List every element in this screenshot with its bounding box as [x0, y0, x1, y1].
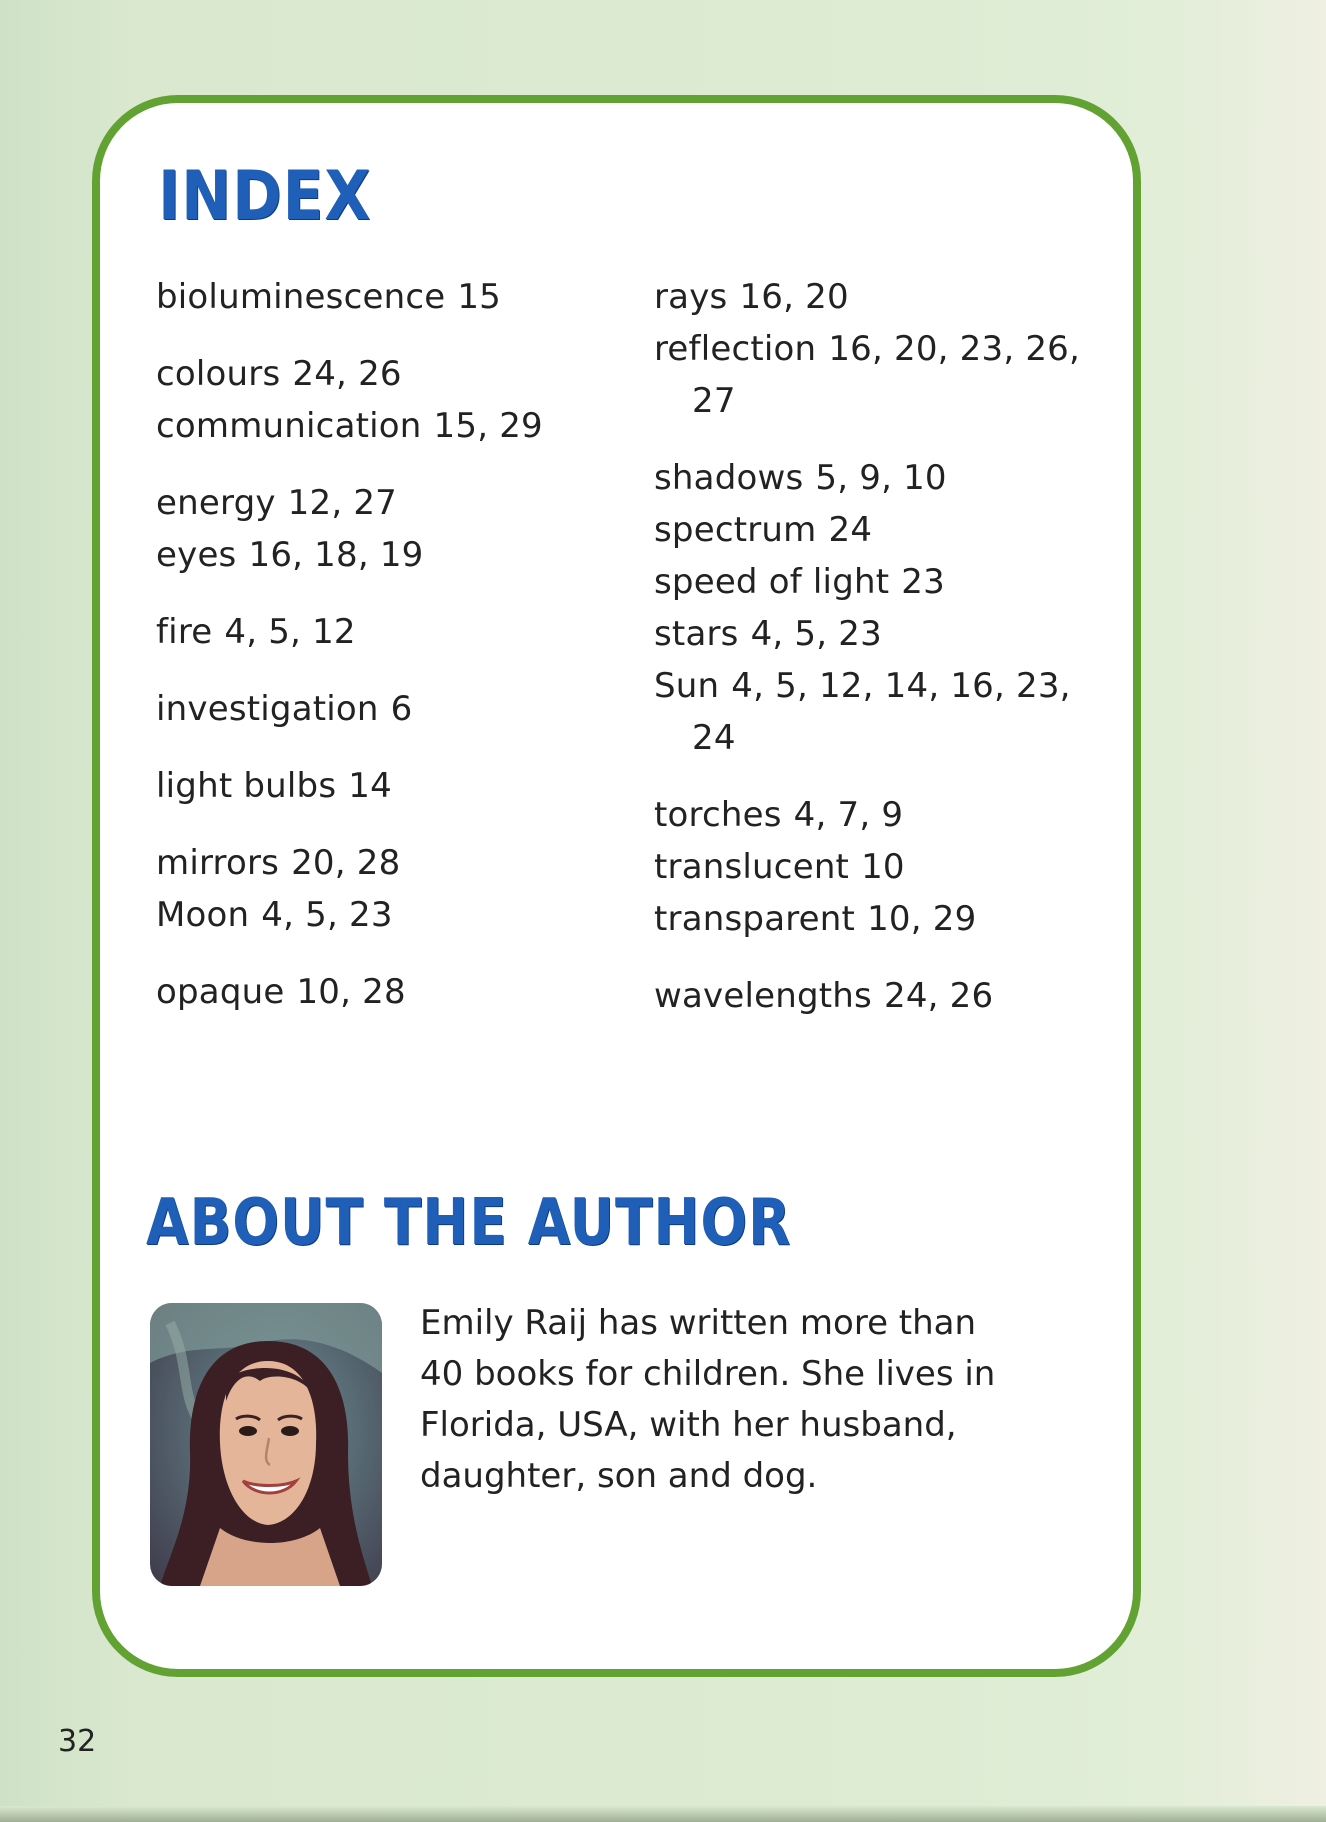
index-entry [156, 683, 626, 735]
index-term: stars [654, 614, 739, 654]
index-group [654, 789, 1124, 945]
index-pages: 16, 20, 23, 26, 27 [692, 329, 1081, 421]
index-term: wavelengths [654, 976, 872, 1016]
index-term: reflection [654, 329, 817, 369]
index-term: colours [156, 354, 281, 394]
index-group [156, 966, 626, 1018]
index-pages: 10, 28 [296, 972, 406, 1012]
index-entry [156, 966, 626, 1018]
index-pages: 20, 28 [291, 843, 401, 883]
index-pages: 5, 9, 10 [815, 458, 947, 498]
index-entry [654, 970, 1124, 1022]
index-entry [654, 452, 1124, 504]
index-group [156, 683, 626, 735]
index-entry [156, 477, 626, 529]
author-photo [150, 1303, 382, 1586]
index-term: eyes [156, 535, 237, 575]
index-entry [654, 323, 1124, 427]
page-number: 32 [58, 1724, 97, 1759]
index-entry [654, 789, 1124, 841]
index-term: energy [156, 483, 276, 523]
index-group [156, 348, 626, 452]
index-term: Sun [654, 666, 720, 706]
index-pages: 10, 29 [867, 899, 977, 939]
index-term: translucent [654, 847, 850, 887]
index-entry [654, 504, 1124, 556]
index-term: fire [156, 612, 213, 652]
index-pages: 4, 5, 23 [750, 614, 882, 654]
index-entry [654, 893, 1124, 945]
index-entry [156, 606, 626, 658]
index-column-left [156, 271, 626, 1043]
index-pages: 4, 5, 12, 14, 16, 23, 24 [692, 666, 1071, 758]
index-group [654, 452, 1124, 764]
index-pages: 24 [828, 510, 873, 550]
index-term: speed of light [654, 562, 890, 602]
index-entry [654, 556, 1124, 608]
index-pages: 12, 27 [287, 483, 398, 523]
index-term: opaque [156, 972, 285, 1012]
index-entry [654, 841, 1124, 893]
index-entry [156, 271, 626, 323]
index-entry [156, 760, 626, 812]
index-term: investigation [156, 689, 379, 729]
index-entry [156, 348, 626, 400]
index-term: transparent [654, 899, 856, 939]
index-pages: 14 [348, 766, 392, 806]
index-group [156, 837, 626, 941]
index-term: Moon [156, 895, 250, 935]
index-term: communication [156, 406, 422, 446]
index-pages: 15, 29 [433, 406, 543, 446]
index-term: bioluminescence [156, 277, 446, 317]
index-group [654, 970, 1124, 1022]
index-group [156, 477, 626, 581]
index-term: rays [654, 277, 728, 317]
index-group [156, 760, 626, 812]
index-entry [156, 400, 626, 452]
index-entry [654, 608, 1124, 660]
index-pages: 4, 5, 12 [224, 612, 356, 652]
index-group [156, 606, 626, 658]
index-group [654, 271, 1124, 427]
index-pages: 4, 7, 9 [793, 795, 904, 835]
index-column-right [654, 271, 1124, 1047]
index-entry [156, 837, 626, 889]
index-pages: 15 [457, 277, 502, 317]
index-entry [156, 529, 626, 581]
index-term: mirrors [156, 843, 280, 883]
about-author-heading: ABOUT THE AUTHOR [146, 1186, 792, 1260]
index-term: shadows [654, 458, 804, 498]
index-term: light bulbs [156, 766, 337, 806]
index-pages: 23 [901, 562, 945, 602]
index-pages: 6 [390, 689, 413, 729]
page-bottom-edge [0, 1806, 1326, 1822]
index-entry [156, 889, 626, 941]
index-entry [654, 271, 1124, 323]
index-pages: 24, 26 [292, 354, 402, 394]
index-heading: INDEX [158, 157, 372, 236]
index-pages: 10 [861, 847, 905, 887]
index-pages: 4, 5, 23 [261, 895, 393, 935]
index-pages: 16, 18, 19 [248, 535, 424, 575]
author-bio: Emily Raij has written more than 40 books for children. She lives in Florida, USA, with her husband, daughter, son and dog. [420, 1303, 996, 1496]
index-term: torches [654, 795, 782, 835]
index-pages: 16, 20 [739, 277, 849, 317]
index-pages: 24, 26 [883, 976, 994, 1016]
index-term: spectrum [654, 510, 817, 550]
content-panel [92, 95, 1141, 1677]
index-group [156, 271, 626, 323]
index-entry [654, 660, 1124, 764]
